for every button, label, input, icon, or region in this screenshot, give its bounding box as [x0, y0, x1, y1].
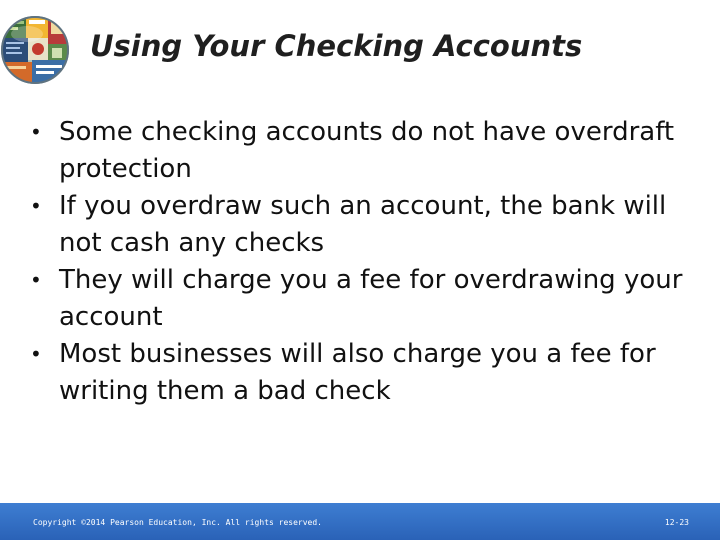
bullet-item: [28, 188, 698, 262]
bullet-item: [28, 336, 698, 410]
financial-collage-logo-icon: [0, 8, 74, 88]
page-number: 12-23: [664, 518, 689, 527]
bullet-marker: •: [30, 120, 42, 144]
bullet-list: [28, 114, 698, 410]
bullet-marker: •: [30, 268, 42, 292]
footer-bar: [0, 503, 720, 540]
bullet-item: [28, 114, 698, 188]
bullet-text: They will charge you a fee for overdrawing your account: [59, 265, 683, 332]
bullet-marker: •: [30, 194, 42, 218]
slide-title: Using Your Checking Accounts: [90, 29, 583, 63]
bullet-text: If you overdraw such an account, the bank will not cash any checks: [59, 191, 667, 258]
bullet-text: Some checking accounts do not have overdraft protection: [59, 117, 675, 184]
copyright-notice: Copyright ©2014 Pearson Education, Inc. All rights reserved.: [33, 518, 322, 527]
bullet-marker: •: [30, 342, 42, 366]
bullet-text: Most businesses will also charge you a fee for writing them a bad check: [59, 339, 656, 406]
bullet-item: [28, 262, 698, 336]
